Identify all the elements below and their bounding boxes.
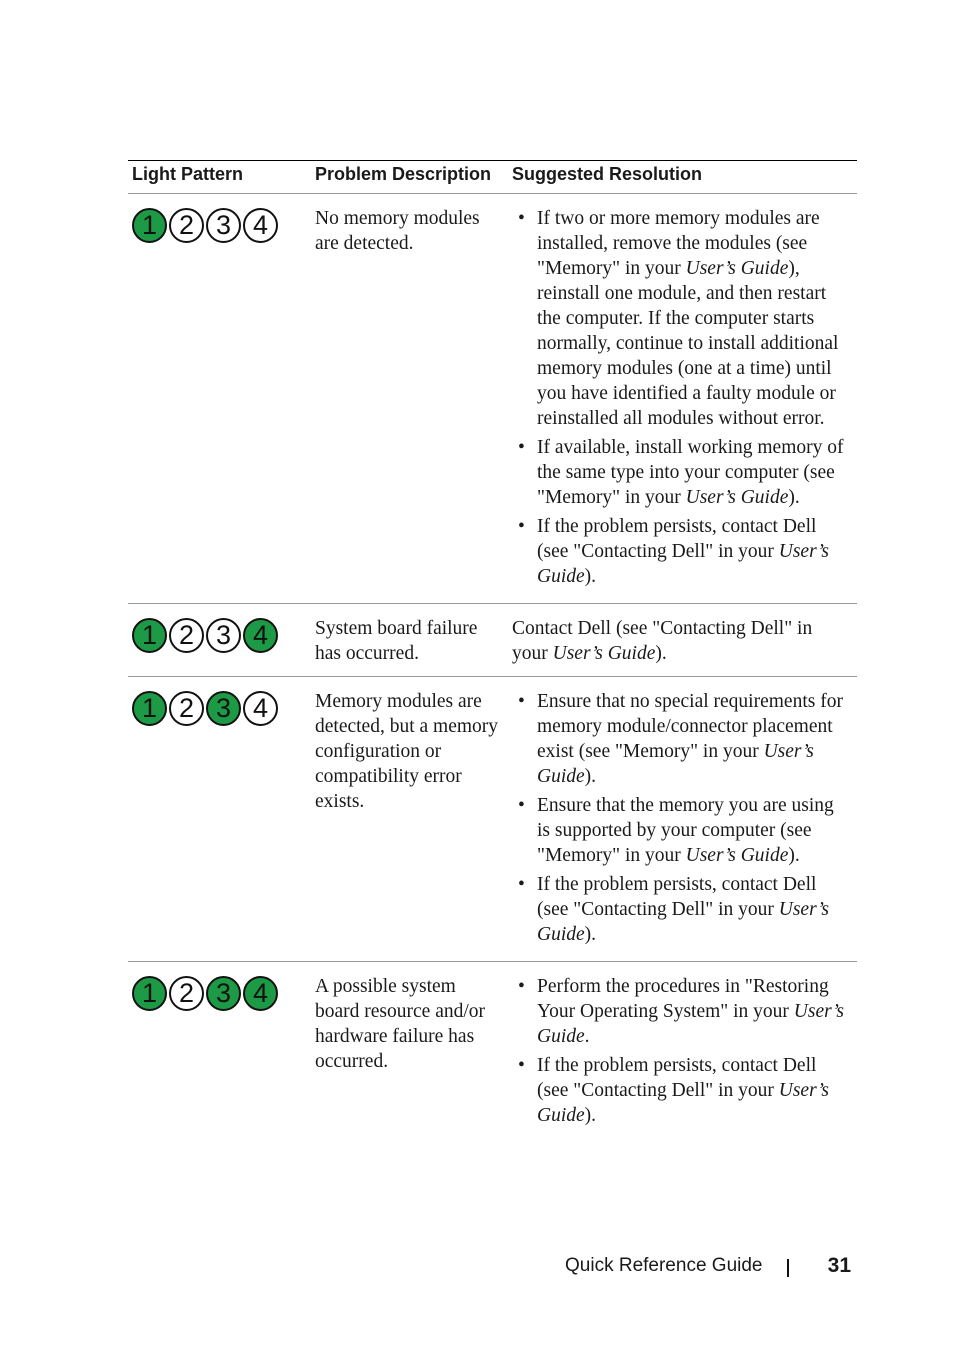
diagnostic-light-icon: 4 (243, 208, 278, 243)
footer-separator (787, 1259, 789, 1277)
manual-title: User’s Guide (537, 1001, 844, 1047)
problem-description: Memory modules are detected, but a memory configuration or compatibility error exists. (311, 677, 508, 962)
light-pattern (132, 689, 305, 726)
diagnostic-light-icon: 1 (132, 618, 167, 653)
resolution-list (512, 974, 851, 1128)
list-item: • Ensure that no special requirements for memory module/connector placement exist (see "Memory" in your User’s Guide). (512, 689, 851, 789)
list-item: • Perform the procedures in "Restoring Your Operating System" in your User’s Guide. (512, 974, 851, 1049)
list-item: • Ensure that the memory you are using is supported by your computer (see "Memory" in your User’s Guide). (512, 793, 851, 868)
resolution-list (512, 206, 851, 589)
table-row (128, 604, 857, 677)
diagnostic-light-icon: 4 (243, 691, 278, 726)
light-pattern-cell (128, 962, 311, 1143)
diagnostic-light-icon: 3 (206, 691, 241, 726)
header-problem-description: Problem Description (311, 161, 508, 194)
diagnostic-light-icon: 3 (206, 976, 241, 1011)
suggested-resolution (508, 604, 857, 677)
diagnostic-light-icon: 2 (169, 208, 204, 243)
table-row (128, 194, 857, 604)
table-body (128, 194, 857, 1143)
list-item: • If the problem persists, contact Dell (see "Contacting Dell" in your User’s Guide). (512, 872, 851, 947)
light-pattern-cell (128, 194, 311, 604)
manual-title: User’s Guide (685, 258, 789, 279)
header-light-pattern: Light Pattern (128, 161, 311, 194)
light-pattern (132, 616, 305, 653)
page-footer (565, 1255, 855, 1281)
manual-title: User’s Guide (537, 899, 829, 945)
problem-description: A possible system board resource and/or hardware failure has occurred. (315, 976, 486, 1072)
diagnostic-lights-table (128, 160, 857, 1142)
manual-title: User’s Guide (537, 741, 814, 787)
resolution-list (512, 689, 851, 947)
diagnostic-light-icon: 4 (243, 976, 278, 1011)
diagnostic-light-icon: 1 (132, 691, 167, 726)
problem-description: No memory modules are detected. (311, 194, 508, 604)
diagnostic-light-icon: 4 (243, 618, 278, 653)
list-item: • If the problem persists, contact Dell (see "Contacting Dell" in your User’s Guide). (512, 514, 851, 589)
suggested-resolution (508, 677, 857, 962)
list-item: • If available, install working memory of the same type into your computer (see "Memory" in your User’s Guide). (512, 435, 851, 510)
diagnostic-light-icon: 2 (169, 976, 204, 1011)
suggested-resolution (508, 962, 857, 1143)
diagnostic-light-icon: 2 (169, 691, 204, 726)
header-suggested-resolution: Suggested Resolution (508, 161, 857, 194)
list-item: • If two or more memory modules are installed, remove the modules (see "Memory" in your User’s Guide), reinstall one module, and then restart the computer. If the computer starts normally, continue to install additional memory modules (one at a time) until you have identified a faulty module or reinstalled all modules without error. (512, 206, 851, 431)
table-header-row (128, 161, 857, 194)
manual-title: User’s Guide (537, 541, 829, 587)
table-row (128, 962, 857, 1143)
diagnostic-light-icon: 3 (206, 208, 241, 243)
light-pattern-cell (128, 677, 311, 962)
diagnostic-light-icon: 3 (206, 618, 241, 653)
light-pattern-cell (128, 604, 311, 677)
page-number: 31 (827, 1254, 851, 1277)
diagnostic-light-icon: 2 (169, 618, 204, 653)
suggested-resolution (508, 194, 857, 604)
manual-title: User’s Guide (537, 1080, 829, 1126)
footer-title: Quick Reference Guide (565, 1255, 763, 1276)
diagnostic-light-icon: 1 (132, 208, 167, 243)
problem-description: System board failure has occurred. (311, 604, 508, 677)
resolution-text: Contact Dell (see "Contacting Dell" in your User’s Guide). (512, 618, 813, 664)
light-pattern (132, 974, 305, 1011)
manual-title: User’s Guide (552, 643, 656, 664)
light-pattern (132, 206, 305, 243)
list-item: • If the problem persists, contact Dell (see "Contacting Dell" in your User’s Guide). (512, 1053, 851, 1128)
diagnostic-light-icon: 1 (132, 976, 167, 1011)
manual-title: User’s Guide (685, 487, 789, 508)
table-row (128, 677, 857, 962)
manual-title: User’s Guide (685, 845, 789, 866)
